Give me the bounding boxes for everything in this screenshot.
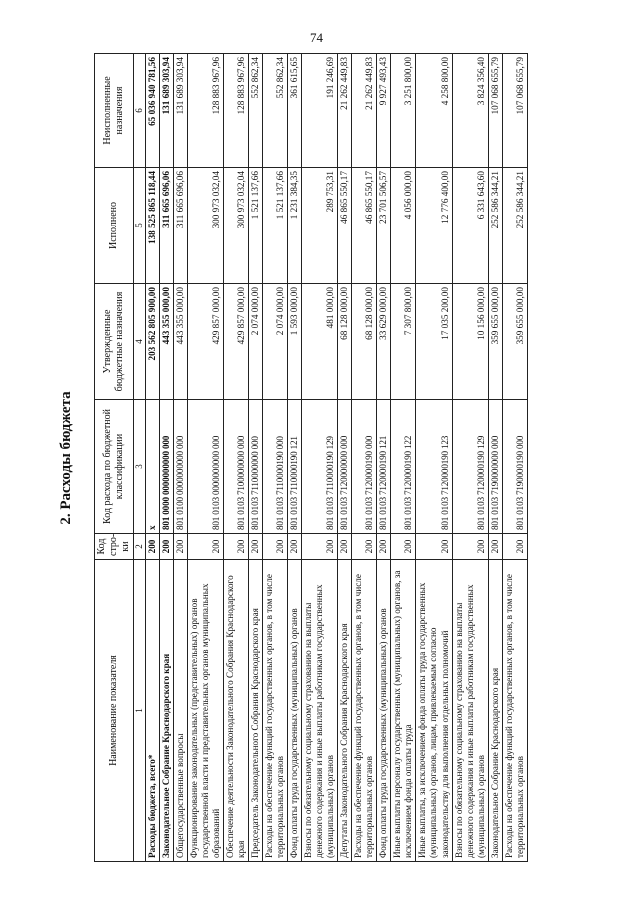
row-name-cell: Общегосударственные вопросы [173, 560, 187, 862]
row-line-code-cell: 200 [502, 534, 527, 560]
row-budget-code-cell: 801 0103 7120000000 000 [338, 400, 352, 534]
row-line-code-cell: 200 [288, 534, 302, 560]
row-budget-code-cell: 801 0103 7110000190 000 [263, 400, 288, 534]
column-number-row [134, 54, 146, 862]
col-header-approved: Утвержденные бюджетные назначения [95, 284, 134, 400]
row-name-cell: Законодательное Собрание Краснодарского края [159, 560, 173, 862]
row-unexecuted-cell: 128 883 967,96 [187, 54, 223, 168]
table-row [145, 54, 159, 862]
col-number: 4 [134, 284, 146, 400]
table-row [391, 54, 416, 862]
row-unexecuted-cell: 552 862,34 [249, 54, 263, 168]
col-number: 6 [134, 54, 146, 168]
row-approved-cell: 359 655 000,00 [502, 284, 527, 400]
row-budget-code-cell: 801 0103 7120000190 121 [377, 400, 391, 534]
row-unexecuted-cell: 3 251 800,00 [391, 54, 416, 168]
row-approved-cell: 33 629 000,00 [377, 284, 391, 400]
row-executed-cell: 311 665 696,06 [173, 168, 187, 284]
row-line-code-cell: 200 [173, 534, 187, 560]
table-row [187, 54, 223, 862]
row-budget-code-cell: x [145, 400, 159, 534]
row-unexecuted-cell: 21 262 449,83 [352, 54, 377, 168]
row-line-code-cell: 200 [159, 534, 173, 560]
row-approved-cell: 2 074 000,00 [249, 284, 263, 400]
row-executed-cell: 252 586 344,21 [488, 168, 502, 284]
row-budget-code-cell: 801 0103 7190000190 000 [502, 400, 527, 534]
row-executed-cell: 6 331 643,60 [452, 168, 488, 284]
section-heading: 2. Расходы бюджета [58, 391, 74, 525]
row-line-code-cell: 200 [377, 534, 391, 560]
row-unexecuted-cell: 3 824 356,40 [452, 54, 488, 168]
row-line-code-cell: 200 [187, 534, 223, 560]
row-executed-cell: 46 865 550,17 [338, 168, 352, 284]
table-row [249, 54, 263, 862]
row-line-code-cell: 200 [416, 534, 452, 560]
row-approved-cell: 443 355 000,00 [159, 284, 173, 400]
row-line-code-cell: 200 [249, 534, 263, 560]
row-approved-cell: 68 128 000,00 [338, 284, 352, 400]
row-executed-cell: 300 973 032,04 [187, 168, 223, 284]
row-name-cell: Взносы по обязательному социальному страхованию на выплаты денежного содержания и иные выплаты работникам государственных (муниципальных) органов [302, 560, 338, 862]
row-name-cell: Иные выплаты персоналу государственных (муниципальных) органов, за исключением фонда оплаты труда [391, 560, 416, 862]
row-unexecuted-cell: 4 258 800,00 [416, 54, 452, 168]
row-line-code-cell: 200 [145, 534, 159, 560]
row-name-cell: Расходы на обеспечение функций государственных органов, в том числе территориальных органов [502, 560, 527, 862]
row-executed-cell: 1 521 137,66 [249, 168, 263, 284]
row-executed-cell: 4 056 000,00 [391, 168, 416, 284]
table-row [377, 54, 391, 862]
col-header-name: Наименование показателя [95, 560, 134, 862]
table-row [416, 54, 452, 862]
row-executed-cell: 300 973 032,04 [223, 168, 248, 284]
row-budget-code-cell: 801 0100 0000000000 000 [173, 400, 187, 534]
row-line-code-cell: 200 [338, 534, 352, 560]
row-executed-cell: 311 665 696,06 [159, 168, 173, 284]
row-executed-cell: 1 521 137,66 [263, 168, 288, 284]
row-approved-cell: 7 307 800,00 [391, 284, 416, 400]
row-budget-code-cell: 801 0103 7120000190 123 [416, 400, 452, 534]
row-approved-cell: 359 655 000,00 [488, 284, 502, 400]
table-row [223, 54, 248, 862]
col-header-code: Код расхода по бюджетной классификации [95, 400, 134, 534]
table-row [338, 54, 352, 862]
table-row [159, 54, 173, 862]
row-budget-code-cell: 801 0103 7110000190 121 [288, 400, 302, 534]
table-row [302, 54, 338, 862]
table-row [488, 54, 502, 862]
row-approved-cell: 68 128 000,00 [352, 284, 377, 400]
col-number: 5 [134, 168, 146, 284]
row-budget-code-cell: 801 0103 7190000000 000 [488, 400, 502, 534]
col-number: 3 [134, 400, 146, 534]
row-name-cell: Иные выплаты, за исключением фонда оплаты труда государственных (муниципальных) органов, лицам, привлекаемым согласно законодательству для выполнения отдельных полномочий [416, 560, 452, 862]
row-name-cell: Председатель Законодательного Собрания Краснодарского края [249, 560, 263, 862]
row-unexecuted-cell: 191 246,69 [302, 54, 338, 168]
row-budget-code-cell: 801 0000 0000000000 000 [159, 400, 173, 534]
row-approved-cell: 203 562 805 900,00 [145, 284, 159, 400]
row-approved-cell: 10 156 000,00 [452, 284, 488, 400]
table-body [145, 54, 527, 862]
expenses-table [94, 53, 528, 862]
row-budget-code-cell: 801 0103 0000000000 000 [187, 400, 223, 534]
col-header-unexecuted: Неисполненные назначения [95, 54, 134, 168]
row-executed-cell: 252 586 344,21 [502, 168, 527, 284]
table-row [288, 54, 302, 862]
row-unexecuted-cell: 552 862,34 [263, 54, 288, 168]
row-name-cell: Расходы на обеспечение функций государственных органов, в том числе территориальных органов [352, 560, 377, 862]
row-budget-code-cell: 801 0103 7120000190 122 [391, 400, 416, 534]
row-line-code-cell: 200 [263, 534, 288, 560]
row-line-code-cell: 200 [352, 534, 377, 560]
row-approved-cell: 429 857 000,00 [187, 284, 223, 400]
col-number: 2 [134, 534, 146, 560]
row-name-cell: Расходы на обеспечение функций государственных органов, в том числе территориальных органов [263, 560, 288, 862]
page-number: 74 [310, 30, 323, 45]
row-name-cell: Фонд оплаты труда государственных (муниципальных) органов [288, 560, 302, 862]
header-row [95, 54, 134, 862]
row-line-code-cell: 200 [488, 534, 502, 560]
row-approved-cell: 429 857 000,00 [223, 284, 248, 400]
row-unexecuted-cell: 131 689 303,94 [159, 54, 173, 168]
row-line-code-cell: 200 [223, 534, 248, 560]
table-row [263, 54, 288, 862]
row-line-code-cell: 200 [391, 534, 416, 560]
row-line-code-cell: 200 [452, 534, 488, 560]
row-unexecuted-cell: 131 689 303,94 [173, 54, 187, 168]
row-executed-cell: 12 776 400,00 [416, 168, 452, 284]
row-approved-cell: 443 355 000,00 [173, 284, 187, 400]
row-name-cell: Законодательное Собрание Краснодарского края [488, 560, 502, 862]
rotated-content [50, 48, 590, 868]
col-header-executed: Исполнено [95, 168, 134, 284]
row-unexecuted-cell: 9 927 493,43 [377, 54, 391, 168]
row-name-cell: Фонд оплаты труда государственных (муниципальных) органов [377, 560, 391, 862]
table-row [502, 54, 527, 862]
col-number: 1 [134, 560, 146, 862]
row-budget-code-cell: 801 0103 7100000000 000 [223, 400, 248, 534]
row-executed-cell: 23 701 506,57 [377, 168, 391, 284]
row-name-cell: Депутаты Законодательного Собрания Краснодарского края [338, 560, 352, 862]
row-name-cell: Расходы бюджета, всего* [145, 560, 159, 862]
row-line-code-cell: 200 [302, 534, 338, 560]
row-unexecuted-cell: 21 262 449,83 [338, 54, 352, 168]
row-name-cell: Обеспечение деятельности Законодательного Собрания Краснодарского края [223, 560, 248, 862]
row-name-cell: Функционирование законодательных (представительных) органов государственной власти и представительных органов муниципальных образований [187, 560, 223, 862]
row-budget-code-cell: 801 0103 7110000000 000 [249, 400, 263, 534]
table-row [173, 54, 187, 862]
row-unexecuted-cell: 128 883 967,96 [223, 54, 248, 168]
row-approved-cell: 1 593 000,00 [288, 284, 302, 400]
table-row [352, 54, 377, 862]
col-header-line: Код стро- ки [95, 534, 134, 560]
row-executed-cell: 46 865 550,17 [352, 168, 377, 284]
row-unexecuted-cell: 107 068 655,79 [502, 54, 527, 168]
table-row [452, 54, 488, 862]
row-name-cell: Взносы по обязательному социальному страхованию на выплаты денежного содержания и иные выплаты работникам государственных (муниципальных) органов [452, 560, 488, 862]
row-approved-cell: 2 074 000,00 [263, 284, 288, 400]
row-budget-code-cell: 801 0103 7120000190 129 [452, 400, 488, 534]
row-approved-cell: 481 000,00 [302, 284, 338, 400]
row-approved-cell: 17 035 200,00 [416, 284, 452, 400]
row-unexecuted-cell: 361 615,65 [288, 54, 302, 168]
row-unexecuted-cell: 107 068 655,79 [488, 54, 502, 168]
row-unexecuted-cell: 65 036 940 781,56 [145, 54, 159, 168]
row-executed-cell: 138 525 865 118,44 [145, 168, 159, 284]
row-budget-code-cell: 801 0103 7110000190 129 [302, 400, 338, 534]
row-executed-cell: 289 753,31 [302, 168, 338, 284]
row-executed-cell: 1 231 384,35 [288, 168, 302, 284]
row-budget-code-cell: 801 0103 7120000190 000 [352, 400, 377, 534]
